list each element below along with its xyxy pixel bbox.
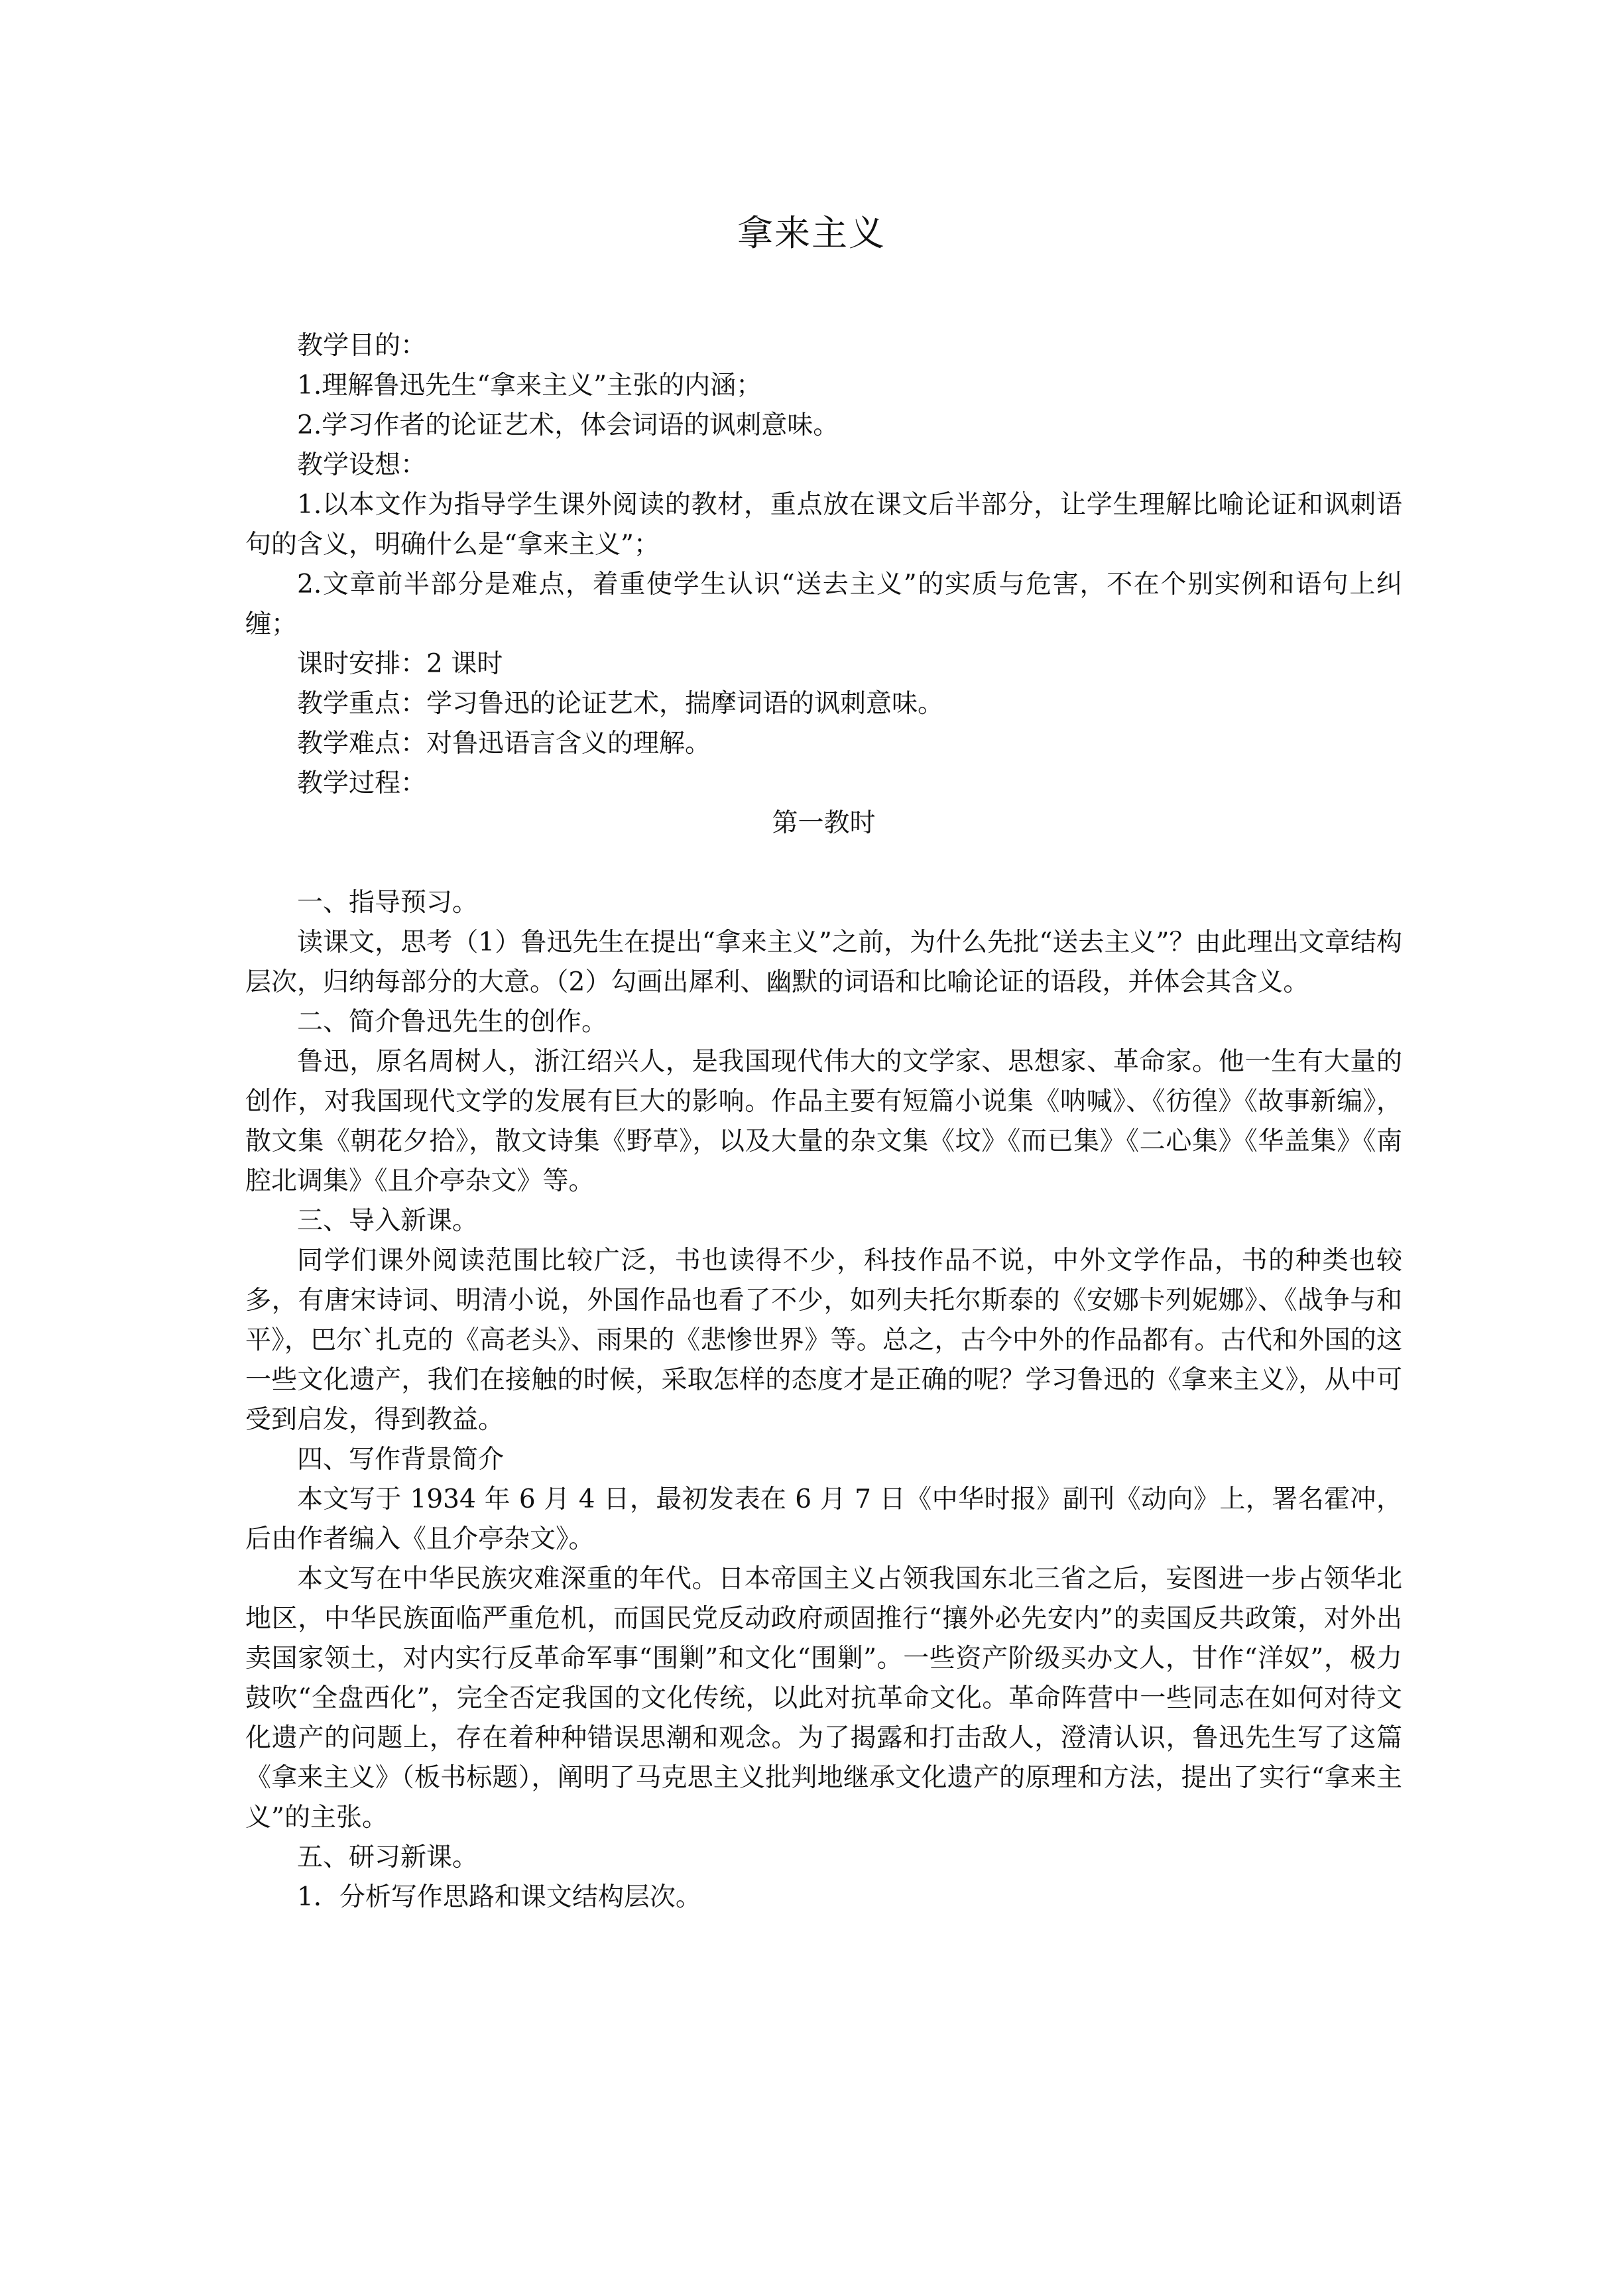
goal-item-2: 2.学习作者的论证艺术，体会词语的讽刺意味。 <box>297 410 839 440</box>
goal-item-1: 1.理解鲁迅先生“拿来主义”主张的内涵； <box>297 371 762 400</box>
section-4-text-2: 本文写在中华民族灾难深重的年代。日本帝国主义占领我国东北三省之后，妄图进一步占领华北地区，中华民族面临严重危机，而国民党反动政府顽固推行“攘外必先安内”的卖国反共政策，对外出卖国家领土，对内实行反革命军事“围剿”和文化“围剿”。一些资产阶级买办文人，甘作“洋奴”，极力鼓吹“全盘西化”，完全否定我国的文化传统，以此对抗革命文化。革命阵营中一些同志在如何对待文化遗产的问题上，存在着种种错误思潮和观念。为了揭露和打击敌人，澄清认识，鲁迅先生写了这篇《拿来主义》（板书标题），阐明了马克思主义批判地继承文化遗产的原理和方法，提出了实行“拿来主义”的主张。 <box>245 1564 1402 1833</box>
design-item-2: 2.文章前半部分是难点，着重使学生认识“送去主义”的实质与危害，不在个别实例和语句上纠缠； <box>245 570 1402 639</box>
design-item-1: 1.以本文作为指导学生课外阅读的教材，重点放在课文后半部分，让学生理解比喻论证和讽刺语句的含义，明确什么是“拿来主义”； <box>245 490 1402 560</box>
process-heading: 教学过程： <box>297 768 427 798</box>
section-2-heading: 二、简介鲁迅先生的创作。 <box>297 1007 608 1037</box>
design-heading: 教学设想： <box>297 450 427 480</box>
section-5-heading: 五、研习新课。 <box>297 1843 479 1872</box>
goal-heading: 教学目的： <box>297 331 427 361</box>
section-spacer <box>245 843 1402 883</box>
section-1-text: 读课文，思考（1）鲁迅先生在提出“拿来主义”之前，为什么先批“送去主义”？由此理出文章结构层次，归纳每部分的大意。（2）勾画出犀利、幽默的词语和比喻论证的语段，并体会其含义。 <box>245 928 1402 997</box>
section-1-heading: 一、指导预习。 <box>297 888 479 918</box>
difficulty-line: 教学难点：对鲁迅语言含义的理解。 <box>297 729 711 758</box>
section-5-item-1: 1．分析写作思路和课文结构层次。 <box>297 1882 701 1912</box>
document-body <box>245 326 1402 1917</box>
section-3-text: 同学们课外阅读范围比较广泛，书也读得不少，科技作品不说，中外文学作品，书的种类也较多，有唐宋诗词、明清小说，外国作品也看了不少，如列夫托尔斯泰的《安娜卡列妮娜》、《战争与和平》，巴尔`扎克的《高老头》、雨果的《悲惨世界》等。总之，古今中外的作品都有。古代和外国的这一些文化遗产，我们在接触的时候，采取怎样的态度才是正确的呢？学习鲁迅的《拿来主义》，从中可受到启发，得到教益。 <box>245 1246 1402 1435</box>
document-title: 拿来主义 <box>737 212 886 254</box>
section-4-text-1: 本文写于 1934 年 6 月 4 日，最初发表在 6 月 7 日《中华时报》副刊《动向》上，署名霍冲，后由作者编入《且介亭杂文》。 <box>245 1484 1402 1554</box>
section-4-heading: 四、写作背景简介 <box>297 1445 505 1475</box>
section-3-heading: 三、导入新课。 <box>297 1206 479 1236</box>
session-title: 第一教时 <box>772 808 876 838</box>
key-point-line: 教学重点：学习鲁迅的论证艺术，揣摩词语的讽刺意味。 <box>297 689 944 719</box>
section-2-text: 鲁迅，原名周树人，浙江绍兴人，是我国现代伟大的文学家、思想家、革命家。他一生有大量的创作，对我国现代文学的发展有巨大的影响。作品主要有短篇小说集《呐喊》、《彷徨》《故事新编》，散文集《朝花夕拾》，散文诗集《野草》，以及大量的杂文集《坟》《而已集》《二心集》《华盖集》《南腔北调集》《且介亭杂文》等。 <box>245 1047 1402 1196</box>
schedule-line: 课时安排：2 课时 <box>297 649 503 679</box>
